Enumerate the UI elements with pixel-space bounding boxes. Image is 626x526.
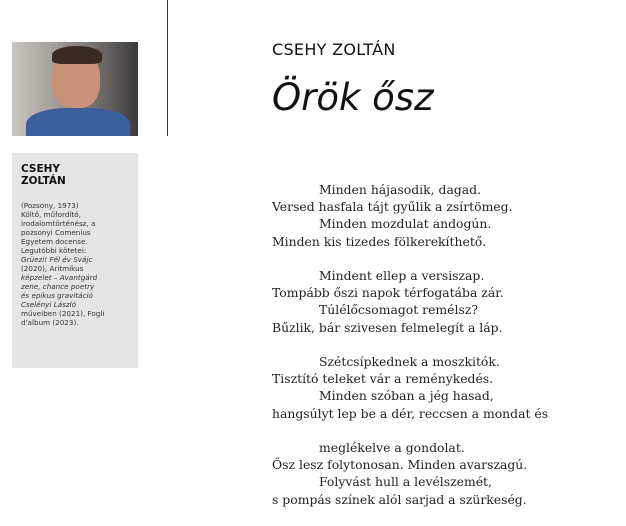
bio-line: zene, chance poetry xyxy=(21,282,95,291)
stanza xyxy=(272,439,622,508)
photo-hair xyxy=(52,46,102,64)
poem-line: Bűzlik, bár szivesen felmelegít a láp. xyxy=(272,319,503,335)
bio-line: képzelet – Avantgárd xyxy=(21,273,98,282)
poem-title: Örök ősz xyxy=(272,76,434,119)
bio-line: Grüezi! Fél év Svájc xyxy=(21,255,93,264)
poem-body xyxy=(272,181,622,508)
bio-line: Legutóbbi kötetei: xyxy=(21,246,87,255)
poem-line: Versed hasfala tájt gyűlik a zsírtömeg. xyxy=(272,199,513,215)
poem-line: meglékelve a gondolat. xyxy=(319,440,465,455)
poem-line: Tisztító teleket vár a reménykedés. xyxy=(272,371,494,387)
poem-line: Minden szóban a jég hasad, xyxy=(319,388,494,404)
poem-line: Szétcsípkednek a moszkitók. xyxy=(319,354,500,369)
poem-line: Folyvást hull a levélszemét, xyxy=(319,474,492,490)
bio-line: pozsonyi Comenius xyxy=(21,228,91,237)
bio-text xyxy=(21,201,129,327)
bio-line: műveiben (2021), Fogli xyxy=(21,309,105,318)
poem-line: Minden hájasodik, dagad. xyxy=(319,182,482,197)
bio-line: Cselényi László xyxy=(21,300,77,309)
author-photo xyxy=(12,42,138,136)
poem-author: CSEHY ZOLTÁN xyxy=(272,40,396,59)
bio-line: irodalomtörténész, a xyxy=(21,219,96,228)
author-bio-box xyxy=(12,153,138,368)
stanza xyxy=(272,181,622,250)
bio-line: Költő, műfordító, xyxy=(21,210,81,219)
bio-line: és epikus gravitáció xyxy=(21,291,93,300)
poem-line: Mindent ellep a versiszap. xyxy=(319,268,485,283)
poem-line: s pompás színek alól sarjad a szürkeség. xyxy=(272,491,527,507)
poem-line: Ősz lesz folytonosan. Minden avarszagú. xyxy=(272,457,528,473)
poem-line: Minden mozdulat andogún. xyxy=(319,216,492,232)
poem-line: Túlélőcsomagot remélsz? xyxy=(319,302,478,318)
poem-line: Tompább őszi napok térfogatába zár. xyxy=(272,285,504,301)
bio-line: d'album (2023). xyxy=(21,318,79,327)
poem-line: Minden kis tizedes fölkerekíthető. xyxy=(272,233,487,249)
stanza xyxy=(272,353,622,422)
bio-line: (Pozsony, 1973) xyxy=(21,201,79,210)
bio-line: Egyetem docense. xyxy=(21,237,88,246)
bio-author-name: CSEHY ZOLTÁN xyxy=(21,163,66,187)
photo-shirt xyxy=(26,108,130,136)
stanza xyxy=(272,267,622,336)
bio-line: (2020), Aritmikus xyxy=(21,264,84,273)
divider-line xyxy=(167,0,168,136)
poem-line: hangsúlyt lep be a dér, reccsen a mondat és xyxy=(272,405,549,421)
